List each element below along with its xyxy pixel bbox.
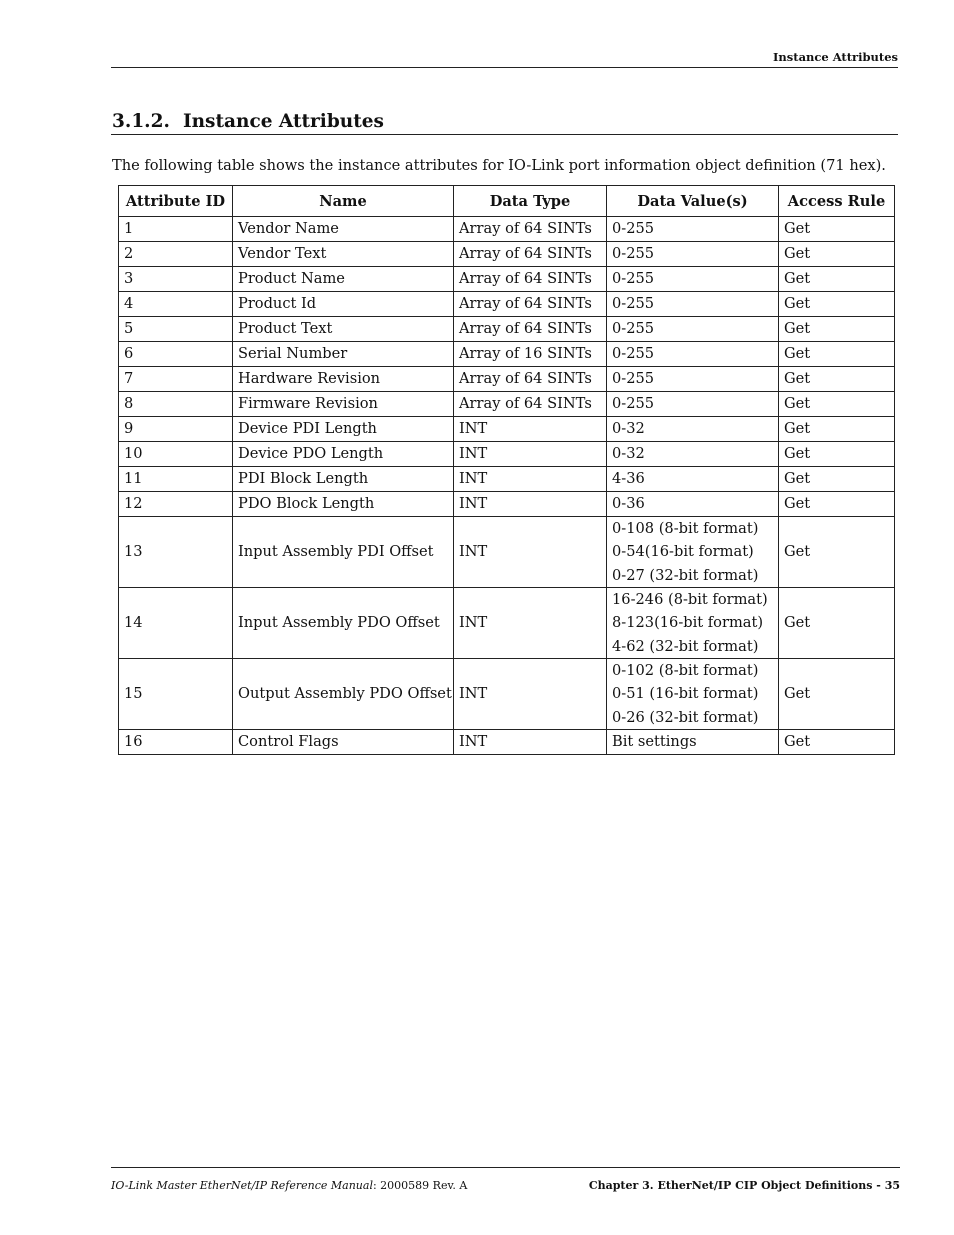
cell-data-values xyxy=(607,292,779,317)
data-value-line: 0-255 xyxy=(612,270,655,288)
instance-attributes-table xyxy=(118,185,895,755)
cell-attribute-id: 2 xyxy=(119,242,233,267)
cell-attribute-id: 5 xyxy=(119,317,233,342)
section-title: Instance Attributes xyxy=(182,111,384,132)
cell-data-type: INT xyxy=(454,467,607,492)
data-value-line: Bit settings xyxy=(612,733,697,751)
table-body xyxy=(119,217,895,755)
cell-attribute-id: 15 xyxy=(119,659,233,730)
column-header-data-values: Data Value(s) xyxy=(607,186,779,217)
cell-attribute-id: 6 xyxy=(119,342,233,367)
cell-data-values xyxy=(607,417,779,442)
data-value-line: 0-255 xyxy=(612,320,655,338)
column-header-attribute-id: Attribute ID xyxy=(119,186,233,217)
cell-data-values xyxy=(607,392,779,417)
footer-manual-reference xyxy=(111,1179,467,1192)
table-row xyxy=(119,217,895,242)
cell-attribute-id: 7 xyxy=(119,367,233,392)
data-value-line: 0-51 (16-bit format) xyxy=(612,685,759,703)
cell-data-values xyxy=(607,730,779,755)
cell-name: Output Assembly PDO Offset xyxy=(233,659,454,730)
cell-access-rule: Get xyxy=(779,317,895,342)
table-row xyxy=(119,492,895,517)
data-value-line: 0-36 xyxy=(612,495,645,513)
cell-data-type: Array of 16 SINTs xyxy=(454,342,607,367)
column-header-name: Name xyxy=(233,186,454,217)
cell-access-rule: Get xyxy=(779,292,895,317)
table-row xyxy=(119,730,895,755)
cell-name: Hardware Revision xyxy=(233,367,454,392)
cell-access-rule: Get xyxy=(779,659,895,730)
cell-access-rule: Get xyxy=(779,217,895,242)
cell-data-type: INT xyxy=(454,517,607,588)
section-divider xyxy=(111,134,898,135)
cell-access-rule: Get xyxy=(779,392,895,417)
column-header-data-type: Data Type xyxy=(454,186,607,217)
data-value-line: 0-255 xyxy=(612,220,655,238)
cell-attribute-id: 11 xyxy=(119,467,233,492)
cell-name: Product Id xyxy=(233,292,454,317)
cell-data-values xyxy=(607,367,779,392)
data-value-line: 0-255 xyxy=(612,245,655,263)
cell-data-values xyxy=(607,467,779,492)
data-value-line: 0-108 (8-bit format) xyxy=(612,520,759,538)
data-value-line: 0-32 xyxy=(612,445,645,463)
cell-name: Control Flags xyxy=(233,730,454,755)
footer-manual-number: : 2000589 Rev. A xyxy=(372,1179,468,1192)
cell-data-values xyxy=(607,442,779,467)
cell-data-type: Array of 64 SINTs xyxy=(454,242,607,267)
cell-data-type: Array of 64 SINTs xyxy=(454,367,607,392)
cell-access-rule: Get xyxy=(779,367,895,392)
cell-attribute-id: 16 xyxy=(119,730,233,755)
cell-attribute-id: 14 xyxy=(119,588,233,659)
cell-access-rule: Get xyxy=(779,467,895,492)
table-row xyxy=(119,417,895,442)
data-value-line: 4-62 (32-bit format) xyxy=(612,637,759,655)
cell-data-values xyxy=(607,492,779,517)
intro-paragraph: The following table shows the instance attributes for IO-Link port information object definition (71 hex). xyxy=(112,157,886,174)
data-value-line: 16-246 (8-bit format) xyxy=(612,591,768,609)
cell-attribute-id: 12 xyxy=(119,492,233,517)
table-row xyxy=(119,467,895,492)
table-row xyxy=(119,659,895,730)
cell-data-values xyxy=(607,242,779,267)
cell-name: Vendor Text xyxy=(233,242,454,267)
cell-data-type: Array of 64 SINTs xyxy=(454,317,607,342)
cell-attribute-id: 13 xyxy=(119,517,233,588)
data-value-line: 4-36 xyxy=(612,470,645,488)
cell-data-type: Array of 64 SINTs xyxy=(454,267,607,292)
footer-chapter-page: Chapter 3. EtherNet/IP CIP Object Definitions - 35 xyxy=(588,1179,900,1192)
cell-access-rule: Get xyxy=(779,517,895,588)
cell-data-values xyxy=(607,588,779,659)
cell-attribute-id: 8 xyxy=(119,392,233,417)
cell-name: Firmware Revision xyxy=(233,392,454,417)
data-value-line: 0-27 (32-bit format) xyxy=(612,566,759,584)
cell-data-type: INT xyxy=(454,588,607,659)
table-row xyxy=(119,392,895,417)
cell-attribute-id: 3 xyxy=(119,267,233,292)
cell-name: Device PDI Length xyxy=(233,417,454,442)
table-row xyxy=(119,517,895,588)
section-heading xyxy=(112,111,384,132)
table-row xyxy=(119,267,895,292)
data-value-line: 0-255 xyxy=(612,345,655,363)
cell-data-type: INT xyxy=(454,730,607,755)
cell-access-rule: Get xyxy=(779,417,895,442)
data-value-line: 0-255 xyxy=(612,395,655,413)
data-value-line: 8-123(16-bit format) xyxy=(612,614,764,632)
cell-name: Input Assembly PDO Offset xyxy=(233,588,454,659)
cell-name: PDI Block Length xyxy=(233,467,454,492)
cell-access-rule: Get xyxy=(779,588,895,659)
cell-access-rule: Get xyxy=(779,342,895,367)
cell-access-rule: Get xyxy=(779,242,895,267)
cell-name: Serial Number xyxy=(233,342,454,367)
cell-data-values xyxy=(607,267,779,292)
cell-data-type: Array of 64 SINTs xyxy=(454,392,607,417)
cell-name: Product Text xyxy=(233,317,454,342)
table-header-row xyxy=(119,186,895,217)
cell-data-type: INT xyxy=(454,492,607,517)
cell-name: PDO Block Length xyxy=(233,492,454,517)
cell-data-values xyxy=(607,517,779,588)
footer-divider xyxy=(111,1167,900,1168)
data-value-line: 0-255 xyxy=(612,295,655,313)
cell-name: Input Assembly PDI Offset xyxy=(233,517,454,588)
cell-data-values xyxy=(607,317,779,342)
cell-data-type: Array of 64 SINTs xyxy=(454,292,607,317)
data-value-line: 0-102 (8-bit format) xyxy=(612,662,759,680)
cell-data-type: INT xyxy=(454,417,607,442)
cell-data-type: INT xyxy=(454,659,607,730)
cell-access-rule: Get xyxy=(779,730,895,755)
data-value-line: 0-54(16-bit format) xyxy=(612,543,754,561)
running-header: Instance Attributes xyxy=(773,50,898,64)
column-header-access-rule: Access Rule xyxy=(779,186,895,217)
table-row xyxy=(119,317,895,342)
table-row xyxy=(119,442,895,467)
cell-access-rule: Get xyxy=(779,442,895,467)
table-row xyxy=(119,588,895,659)
cell-access-rule: Get xyxy=(779,492,895,517)
cell-attribute-id: 10 xyxy=(119,442,233,467)
data-value-line: 0-26 (32-bit format) xyxy=(612,708,759,726)
section-number: 3.1.2. xyxy=(112,111,170,132)
table-row xyxy=(119,367,895,392)
footer-manual-title: IO-Link Master EtherNet/IP Reference Manual xyxy=(111,1179,373,1192)
cell-data-values xyxy=(607,342,779,367)
table-row xyxy=(119,342,895,367)
cell-name: Vendor Name xyxy=(233,217,454,242)
cell-data-type: Array of 64 SINTs xyxy=(454,217,607,242)
table-row xyxy=(119,242,895,267)
cell-name: Product Name xyxy=(233,267,454,292)
cell-access-rule: Get xyxy=(779,267,895,292)
cell-data-values xyxy=(607,659,779,730)
cell-attribute-id: 4 xyxy=(119,292,233,317)
cell-name: Device PDO Length xyxy=(233,442,454,467)
table-row xyxy=(119,292,895,317)
data-value-line: 0-32 xyxy=(612,420,645,438)
header-divider xyxy=(111,67,898,68)
cell-data-type: INT xyxy=(454,442,607,467)
cell-attribute-id: 9 xyxy=(119,417,233,442)
cell-data-values xyxy=(607,217,779,242)
data-value-line: 0-255 xyxy=(612,370,655,388)
cell-attribute-id: 1 xyxy=(119,217,233,242)
